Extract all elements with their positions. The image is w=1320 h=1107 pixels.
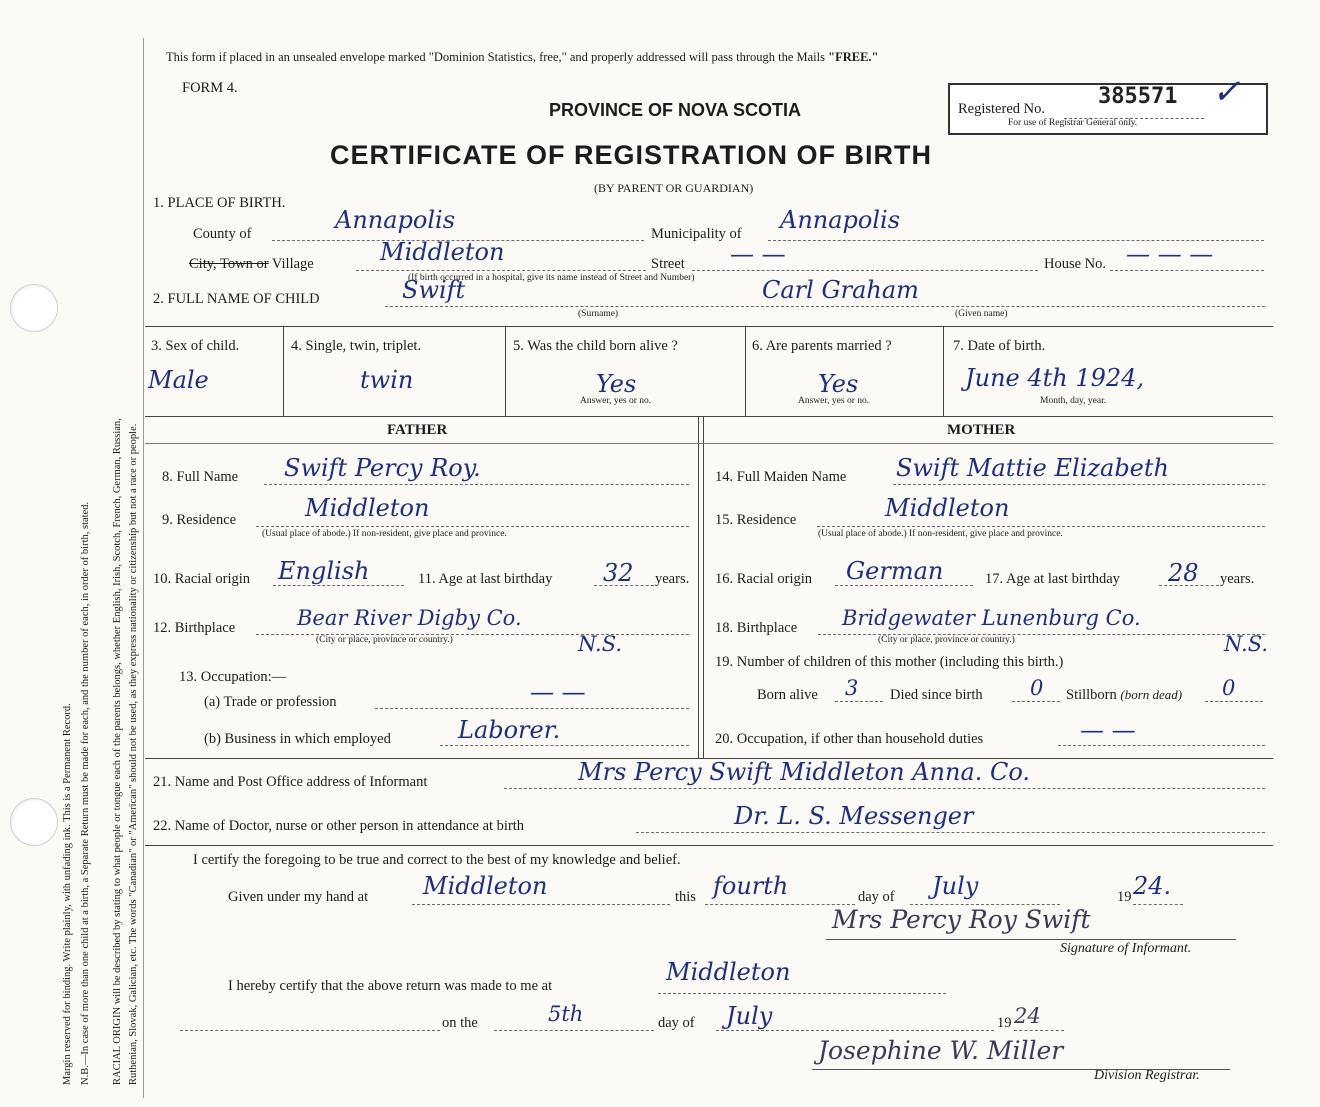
- alive-value: Yes: [596, 370, 637, 398]
- mother-name-value: Swift Mattie Elizabeth: [896, 454, 1169, 482]
- month-value: July: [932, 872, 979, 900]
- mother-race-line: [835, 585, 973, 586]
- father-years: years.: [655, 571, 690, 587]
- trade-label: (a) Trade or profession: [204, 694, 337, 710]
- house-label: House No.: [1044, 256, 1107, 272]
- rule-parents-divider: [698, 416, 699, 758]
- mother-age-label: 17. Age at last birthday: [985, 571, 1120, 587]
- father-residence-line: [256, 526, 689, 527]
- father-birthplace-value-2: N.S.: [578, 632, 623, 656]
- father-race-label: 10. Racial origin: [153, 571, 251, 587]
- father-residence-value: Middleton: [305, 494, 430, 522]
- mother-occupation-line: [1058, 745, 1265, 746]
- father-birthplace-caption: (City or place, province or country.): [316, 635, 453, 645]
- died-label: Died since birth: [890, 687, 983, 703]
- registrar-year-prefix: 19: [997, 1015, 1012, 1031]
- registrar-place-value: Middleton: [666, 958, 791, 986]
- father-race-value: English: [278, 557, 370, 585]
- reg-note: For use of Registrar General only.: [1008, 118, 1138, 128]
- mother-birthplace-value: Bridgewater Lunenburg Co.: [842, 606, 1141, 630]
- street-line: [692, 270, 1038, 271]
- city-town-strikethrough: City, Town or: [189, 256, 269, 272]
- surname-caption: (Surname): [578, 309, 619, 319]
- father-race-line: [273, 585, 404, 586]
- certificate-subtitle: (BY PARENT OR GUARDIAN): [594, 181, 754, 195]
- father-heading: FATHER: [387, 422, 448, 438]
- doctor-line: [636, 832, 1265, 833]
- punch-hole-bottom: [10, 798, 58, 846]
- city-value: Middleton: [380, 238, 505, 266]
- married-label: 6. Are parents married ?: [752, 338, 892, 354]
- mother-residence-label: 15. Residence: [715, 512, 797, 528]
- born-alive-value: 3: [845, 676, 859, 700]
- informant-signature-line: [826, 939, 1236, 940]
- day-value: fourth: [713, 872, 789, 900]
- this-label: this: [675, 889, 696, 905]
- street-label: Street: [651, 256, 685, 272]
- business-label: (b) Business in which employed: [204, 731, 391, 747]
- margin-note-1: Margin reserved for binding. Write plainly, with unfading ink. This is a Permanent Record.: [62, 703, 73, 1085]
- doctor-label: 22. Name of Doctor, nurse or other person in attendance at birth: [153, 818, 525, 834]
- mother-age-value: 28: [1168, 559, 1199, 587]
- county-label: County of: [193, 226, 252, 242]
- plurality-value: twin: [360, 366, 414, 394]
- city-label: City, Town or Village: [189, 256, 314, 272]
- rule-row3-div3: [745, 326, 746, 416]
- business-value: Laborer.: [458, 716, 561, 744]
- father-residence-caption: (Usual place of abode.) If non-resident, give place and province.: [262, 529, 507, 539]
- mother-name-line: [893, 484, 1265, 485]
- child-name-label: 2. FULL NAME OF CHILD: [153, 291, 320, 307]
- married-caption: Answer, yes or no.: [798, 396, 870, 406]
- margin-note-2: N.B.—In case of more than one child at a birth, a Separate Return must be made for each, and the number of each, in order of birth, stated.: [80, 501, 91, 1085]
- reg-number: 385571: [1098, 84, 1178, 109]
- father-birthplace-value: Bear River Digby Co.: [297, 606, 522, 630]
- hospital-note: (If birth occurred in a hospital, give its name instead of Street and Number): [408, 273, 695, 283]
- rule-heading-underline: [145, 443, 1273, 444]
- county-value: Annapolis: [335, 206, 456, 234]
- stillborn-label: Stillborn (born dead): [1066, 687, 1183, 703]
- informant-value: Mrs Percy Swift Middleton Anna. Co.: [578, 758, 1031, 786]
- child-surname: Swift: [402, 276, 466, 304]
- trade-line: [375, 708, 689, 709]
- municipality-value: Annapolis: [780, 206, 901, 234]
- mother-occupation-label: 20. Occupation, if other than household duties: [715, 731, 984, 747]
- birth-date-label: 7. Date of birth.: [953, 338, 1046, 354]
- born-alive-line: [835, 701, 883, 702]
- birth-date-caption: Month, day, year.: [1040, 396, 1107, 406]
- mother-residence-caption: (Usual place of abode.) If non-resident, give place and province.: [818, 529, 1063, 539]
- doctor-value: Dr. L. S. Messenger: [734, 802, 974, 830]
- rule-row3-div4: [943, 326, 944, 416]
- mother-residence-value: Middleton: [885, 494, 1010, 522]
- year-prefix: 19: [1117, 889, 1132, 905]
- reg-checkmark: ✓: [1212, 72, 1241, 112]
- given-under-label: Given under my hand at: [228, 889, 369, 905]
- registrar-left-line: [180, 1030, 440, 1031]
- registrar-year-value: 24: [1014, 1004, 1041, 1028]
- stillborn-value: 0: [1222, 676, 1236, 700]
- married-value: Yes: [818, 370, 859, 398]
- place-of-birth-heading: 1. PLACE OF BIRTH.: [153, 195, 286, 211]
- mother-years: years.: [1220, 571, 1255, 587]
- house-line: [1110, 270, 1264, 271]
- postal-note: This form if placed in an unsealed envelope marked "Dominion Statistics, free," and properly addressed will pass through the Mails "FREE.": [166, 50, 879, 64]
- registrar-signature: Josephine W. Miller: [818, 1036, 1064, 1065]
- day-of-label: day of: [858, 889, 895, 905]
- born-alive-label: Born alive: [757, 687, 818, 703]
- registrar-day-of-label: day of: [658, 1015, 695, 1031]
- registrar-month-value: July: [726, 1002, 773, 1030]
- died-line: [1012, 701, 1060, 702]
- sex-label: 3. Sex of child.: [151, 338, 240, 354]
- year-value: 24.: [1133, 872, 1172, 900]
- province-heading: PROVINCE OF NOVA SCOTIA: [549, 100, 802, 120]
- mother-name-label: 14. Full Maiden Name: [715, 469, 847, 485]
- margin-note-3: RACIAL ORIGIN will be described by stating to what people or tongue each of the parents belongs, whether English, Irish, Scotch, French, German, Russian,: [112, 418, 123, 1085]
- informant-label: 21. Name and Post Office address of Informant: [153, 774, 428, 790]
- sex-value: Male: [148, 366, 209, 394]
- father-name-line: [264, 484, 689, 485]
- registrar-place-line: [658, 993, 946, 994]
- father-name-value: Swift Percy Roy.: [284, 454, 481, 482]
- given-place-value: Middleton: [423, 872, 548, 900]
- street-value: — —: [730, 240, 786, 268]
- mother-birthplace-value-2: N.S.: [1224, 632, 1269, 656]
- died-value: 0: [1030, 676, 1044, 700]
- birth-date-value: June 4th 1924,: [965, 364, 1145, 392]
- trade-value: — —: [530, 678, 586, 706]
- mother-race-label: 16. Racial origin: [715, 571, 813, 587]
- punch-hole-top: [10, 284, 58, 332]
- father-birthplace-label: 12. Birthplace: [153, 620, 236, 636]
- rule-row3-div1: [283, 326, 284, 416]
- rule-row3-div2: [505, 326, 506, 416]
- child-given-name: Carl Graham: [762, 276, 919, 304]
- reg-label: Registered No.: [958, 101, 1045, 117]
- rule-parents-top: [145, 416, 1273, 417]
- plurality-label: 4. Single, twin, triplet.: [291, 338, 422, 354]
- father-residence-label: 9. Residence: [162, 512, 237, 528]
- occupation-label: 13. Occupation:—: [179, 669, 287, 685]
- municipality-label: Municipality of: [651, 226, 742, 242]
- informant-signature: Mrs Percy Roy Swift: [832, 905, 1091, 934]
- mother-heading: MOTHER: [947, 422, 1016, 438]
- alive-caption: Answer, yes or no.: [580, 396, 652, 406]
- informant-line: [504, 788, 1265, 789]
- year-line: [1133, 904, 1183, 905]
- father-age-label: 11. Age at last birthday: [418, 571, 553, 587]
- mother-birthplace-caption: (City or place, province or country.): [878, 635, 1015, 645]
- given-place-line: [412, 904, 670, 905]
- mother-occupation-value: — —: [1080, 716, 1136, 744]
- child-name-line: [385, 306, 1265, 307]
- informant-signature-caption: Signature of Informant.: [1060, 941, 1192, 956]
- rule-certify-top: [145, 845, 1273, 846]
- mother-birthplace-label: 18. Birthplace: [715, 620, 798, 636]
- stillborn-line: [1205, 701, 1263, 702]
- father-name-label: 8. Full Name: [162, 469, 239, 485]
- certify-statement: I certify the foregoing to be true and correct to the best of my knowledge and belief.: [193, 852, 681, 868]
- registrar-day-value: 5th: [548, 1002, 584, 1026]
- city-line: [356, 270, 646, 271]
- registrar-day-line: [494, 1030, 654, 1031]
- form-number: FORM 4.: [182, 80, 238, 96]
- margin-note-4: Ruthenian, Slovak, Galician, etc. The words "Canadian" or "American" should not be used, as they express nationality or citizenship but not a race or people.: [128, 423, 139, 1085]
- mother-race-value: German: [846, 557, 944, 585]
- alive-label: 5. Was the child born alive ?: [513, 338, 678, 354]
- on-the-label: on the: [442, 1015, 478, 1031]
- children-count-label: 19. Number of children of this mother (including this birth.): [715, 654, 1064, 670]
- registrar-signature-caption: Division Registrar.: [1094, 1068, 1200, 1083]
- house-value: — — —: [1126, 240, 1214, 268]
- binding-margin-line: [143, 38, 144, 1098]
- certificate-title: CERTIFICATE OF REGISTRATION OF BIRTH: [330, 140, 932, 170]
- registrar-year-line: [1014, 1030, 1064, 1031]
- rule-parents-divider-2: [703, 416, 704, 758]
- business-line: [440, 745, 689, 746]
- mother-residence-line: [817, 526, 1265, 527]
- registrar-statement: I hereby certify that the above return was made to me at: [228, 978, 553, 994]
- rule-row3-top: [145, 326, 1273, 327]
- father-age-value: 32: [603, 559, 634, 587]
- registrar-month-line: [716, 1030, 994, 1031]
- given-name-caption: (Given name): [955, 309, 1008, 319]
